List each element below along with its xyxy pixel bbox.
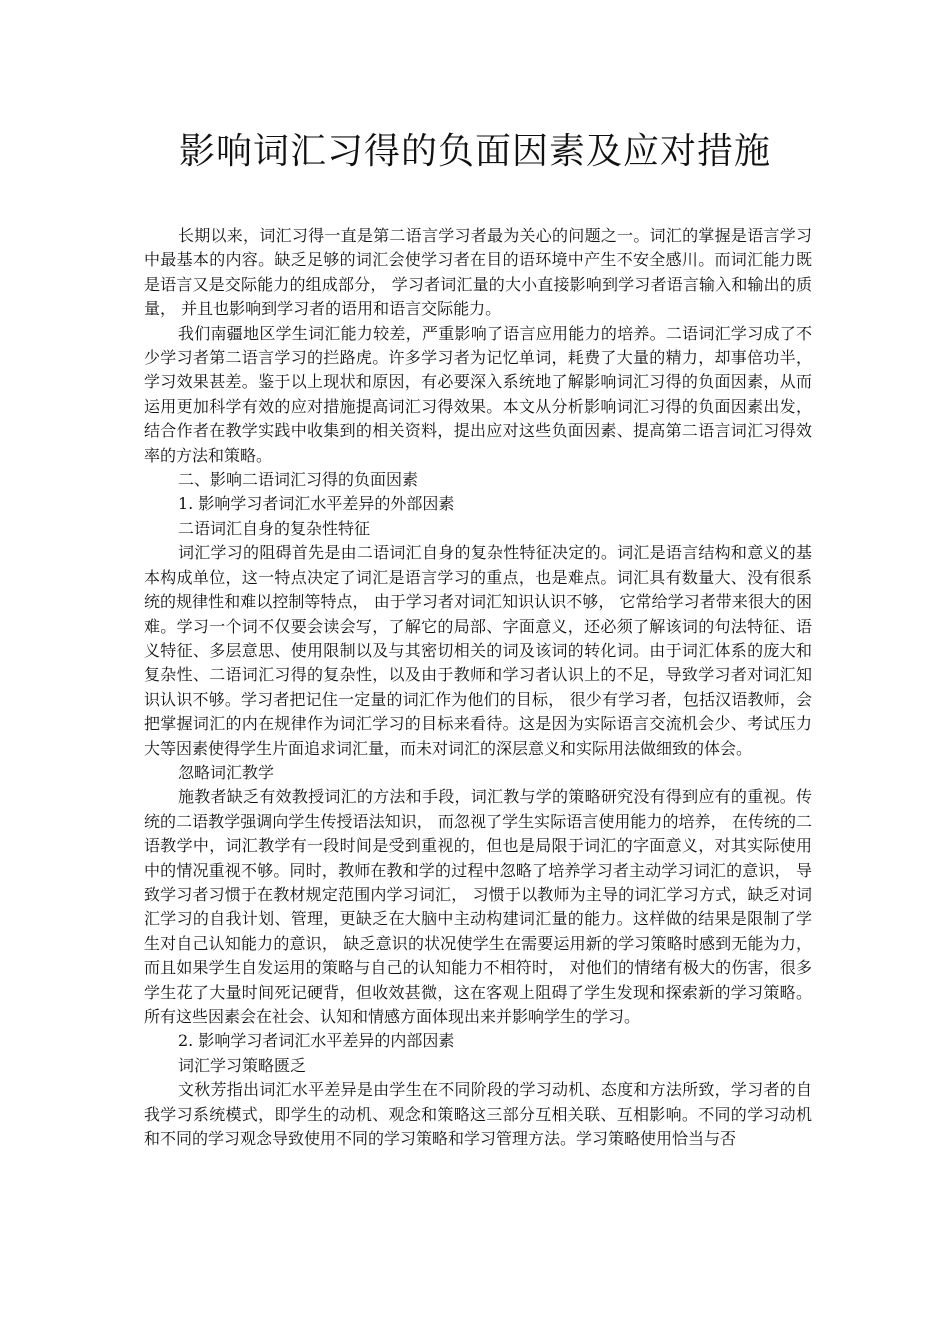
paragraph-intro-2: 我们南疆地区学生词汇能力较差，严重影响了语言应用能力的培养。二语词汇学习成了不少学习者第二语言学习的拦路虎。许多学习者为记忆单词，耗费了大量的精力，却事倍功半，学习效果甚差。鉴于以上现状和原因，有必要深入系统地了解影响词汇习得的负面因素，从而运用更加科学有效的应对措施提高词汇习得效果。本文从分析影响词汇习得的负面因素出发，结合作者在教学实践中收集到的相关资料，提出应对这些负面因素、提高第二语言词汇习得效率的方法和策略。	[144, 323, 812, 465]
topic-heading-neglect-teaching: 忽略词汇教学	[178, 762, 275, 782]
subsection-heading-internal-factors: 2. 影响学习者词汇水平差异的内部因素	[178, 1031, 455, 1051]
paragraph-strategy-lack: 文秋芳指出词汇水平差异是由学生在不同阶段的学习动机、态度和方法所致，学习者的自我学习系统模式，即学生的动机、观念和策略这三部分互相关联、互相影响。不同的学习动机和不同的学习观念导致使用不同的学习策略和学习管理方法。学习策略使用恰当与否	[144, 1080, 812, 1149]
subsection-heading-external-factors: 1. 影响学习者词汇水平差异的外部因素	[178, 494, 455, 514]
topic-heading-strategy-lack: 词汇学习策略匮乏	[178, 1055, 307, 1075]
topic-heading-complexity: 二语词汇自身的复杂性特征	[178, 518, 371, 538]
document-title: 影响词汇习得的负面因素及应对措施	[178, 131, 771, 172]
paragraph-complexity: 词汇学习的阻碍首先是由二语词汇自身的复杂性特征决定的。词汇是语言结构和意义的基本构成单位，这一特点决定了词汇是语言学习的重点，也是难点。词汇具有数量大、没有很系统的规律性和难以控制等特点， 由于学习者对词汇知识认识不够， 它常给学习者带来很大的困难。学习一个词不仅要会读会写，了解它的局部、字面意义，还必须了解该词的句法特征、语义特征、多层意思、使用限制以及与其密切相关的词及该词的转化词。由于词汇体系的庞大和复杂性、二语词汇习得的复杂性，以及由于教师和学习者认识上的不足，导致学习者对词汇知识认识不够。学习者把记住一定量的词汇作为他们的目标， 很少有学习者，包括汉语教师，会把掌握词汇的内在规律作为词汇学习的目标来看待。这是因为实际语言交流机会少、考试压力大等因素使得学生片面追求词汇量，而未对词汇的深层意义和实际用法做细致的体会。	[144, 543, 812, 758]
document-body	[144, 224, 812, 1151]
section-heading-2: 二、影响二语词汇习得的负面因素	[178, 470, 419, 490]
paragraph-neglect-teaching: 施教者缺乏有效教授词汇的方法和手段，词汇教与学的策略研究没有得到应有的重视。传统的二语教学强调向学生传授语法知识， 而忽视了学生实际语言使用能力的培养， 在传统的二语教学中，词汇教学有一段时间是受到重视的，但也是局限于词汇的字面意义，对其实际使用中的情况重视不够。同时，教师在教和学的过程中忽略了培养学习者主动学习词汇的意识， 导致学习者习惯于在教材规定范围内学习词汇， 习惯于以教师为主导的词汇学习方式，缺乏对词汇学习的自我计划、管理，更缺乏在大脑中主动构建词汇量的能力。这样做的结果是限制了学生对自己认知能力的意识， 缺乏意识的状况使学生在需要运用新的学习策略时感到无能为力， 而且如果学生自发运用的策略与自己的认知能力不相符时， 对他们的情绪有极大的伤害，很多学生花了大量时间死记硬背，但收效甚微，这在客观上阻碍了学生发现和探索新的学习策略。所有这些因素会在社会、认知和情感方面体现出来并影响学生的学习。	[144, 787, 812, 1026]
paragraph-intro-1: 长期以来，词汇习得一直是第二语言学习者最为关心的问题之一。词汇的掌握是语言学习中最基本的内容。缺乏足够的词汇会使学习者在目的语环境中产生不安全感川。而词汇能力既是语言又是交际能力的组成部分， 学习者词汇量的大小直接影响到学习者语言输入和输出的质量， 并且也影响到学习者的语用和语言交际能力。	[144, 226, 812, 319]
